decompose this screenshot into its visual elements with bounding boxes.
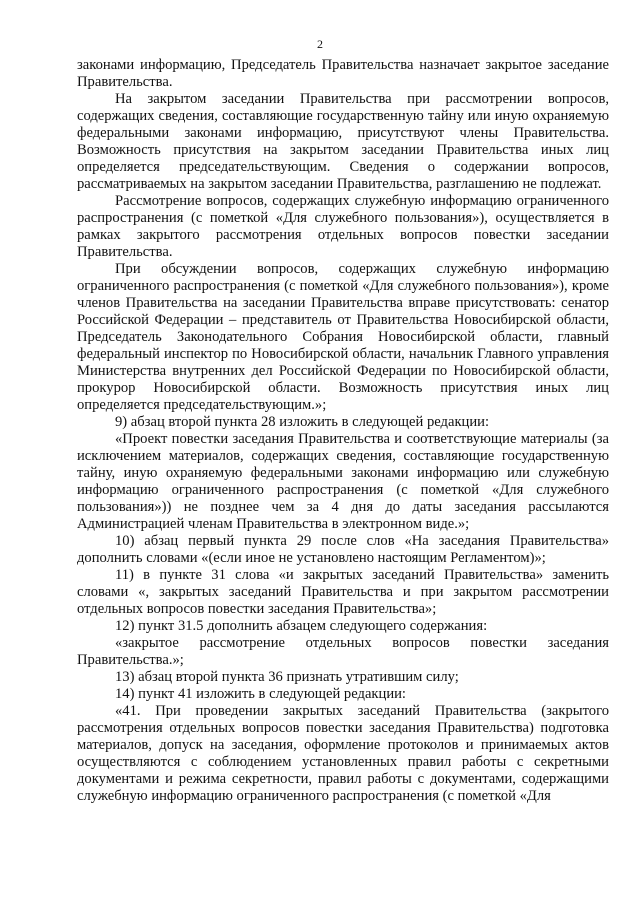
paragraph: 12) пункт 31.5 дополнить абзацем следующего содержания: <box>115 618 488 634</box>
paragraph: На закрытом заседании Правительства при рассмотрении вопросов, содержащих сведения, составляющие государственную тайну или иную охраняемую федеральными законами информацию, присутствуют члены Правительства. Возможность присутствия на закрытом заседании Правительства иных лиц определяется председательствующим. Сведения о содержании вопросов, рассматриваемых на закрытом заседании Правительства, разглашению не подлежат. <box>77 91 609 192</box>
page-number: 2 <box>317 37 323 51</box>
paragraph: 14) пункт 41 изложить в следующей редакции: <box>115 686 406 702</box>
paragraph: Рассмотрение вопросов, содержащих служебную информацию ограниченного распространения (с пометкой «Для служебного пользования»), осуществляется в рамках закрытого рассмотрения отдельных вопросов повестки заседании Правительства. <box>77 193 609 260</box>
paragraph: «закрытое рассмотрение отдельных вопросов повестки заседания Правительства.»; <box>77 635 609 668</box>
document-body <box>77 57 609 805</box>
paragraph: «41. При проведении закрытых заседаний Правительства (закрытого рассмотрения отдельных вопросов повестки заседания Правительства) подготовка материалов, допуск на заседания, оформление протоколов и принимаемых актов осуществляются с соблюдением установленных правил работы с секретными документами и режима секретности, правил работы с документами, содержащими служебную информацию ограниченного распространения (с пометкой «Для <box>77 703 609 804</box>
paragraph: «Проект повестки заседания Правительства и соответствующие материалы (за исключением материалов, содержащих сведения, составляющие государственную тайну, иную охраняемую федеральными законами информацию или служебную информацию ограниченного распространения (с пометкой «Для служебного пользования»)) не позднее чем за 4 дня до даты заседания рассылаются Администрацией членам Правительства в электронном виде.»; <box>77 431 609 532</box>
paragraph: 13) абзац второй пункта 36 признать утратившим силу; <box>115 669 459 685</box>
paragraph: 9) абзац второй пункта 28 изложить в следующей редакции: <box>115 414 490 430</box>
paragraph: законами информацию, Председатель Правительства назначает закрытое заседание Правительства. <box>77 57 609 90</box>
paragraph: 10) абзац первый пункта 29 после слов «На заседания Правительства» дополнить словами «(если иное не установлено настоящим Регламентом)»; <box>77 533 609 566</box>
paragraph: При обсуждении вопросов, содержащих служебную информацию ограниченного распространения (с пометкой «Для служебного пользования»), кроме членов Правительства на заседании Правительства вправе присутствовать: сенатор Российской Федерации – представитель от Правительства Новосибирской области, Председатель Законодательного Собрания Новосибирской области, главный федеральный инспектор по Новосибирской области, начальник Главного управления Министерства внутренних дел Российской Федерации по Новосибирской области, прокурор Новосибирской области. Возможность присутствия иных лиц определяется председательствующим.»; <box>77 261 609 413</box>
paragraph: 11) в пункте 31 слова «и закрытых заседаний Правительства» заменить словами «, закрытых заседаний Правительства и при закрытом рассмотрении отдельных вопросов повестки заседания Правительства»; <box>77 567 609 617</box>
